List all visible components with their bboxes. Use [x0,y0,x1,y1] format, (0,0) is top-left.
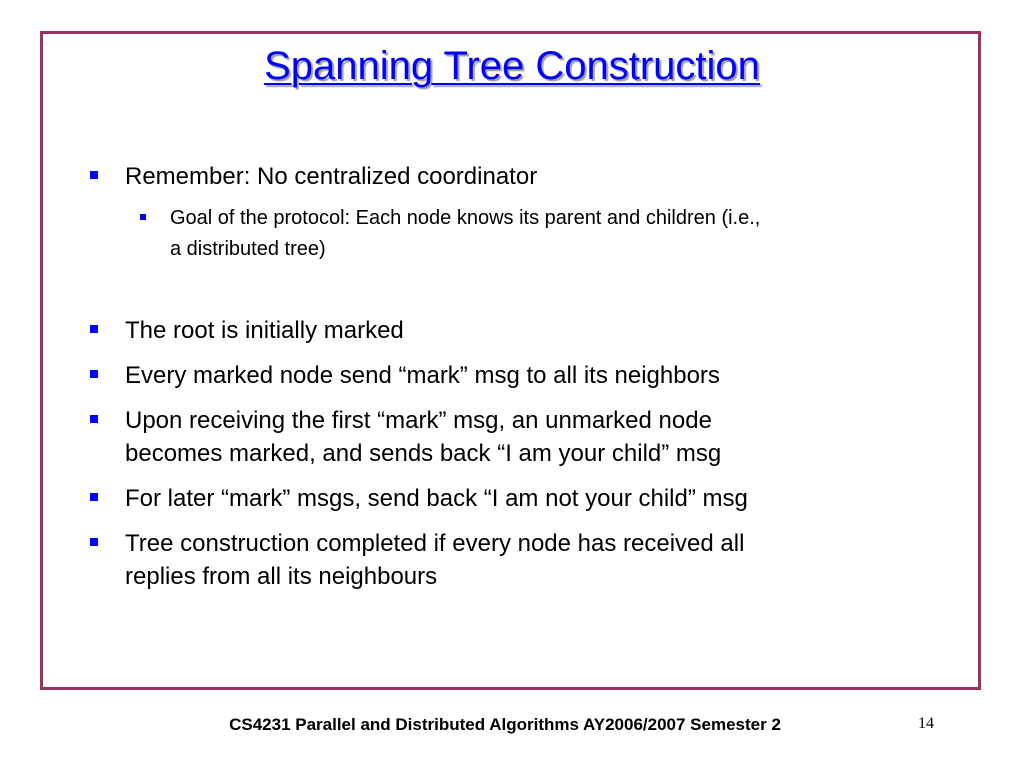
square-bullet-icon [140,214,146,220]
sub-bullet-text-line2: a distributed tree) [170,238,326,260]
bullet-text-line2: becomes marked, and sends back “I am your child” msg [125,440,722,467]
square-bullet-icon [90,415,98,423]
page-number: 14 [918,715,934,732]
square-bullet-icon [90,538,98,546]
slide-title: Spanning Tree Construction [264,44,760,88]
square-bullet-icon [90,493,98,501]
bullet-text-line2: replies from all its neighbours [125,563,438,590]
bullet-text-line1: Upon receiving the first “mark” msg, an unmarked node [125,407,712,434]
square-bullet-icon [90,370,98,378]
bullet-text-line1: Tree construction completed if every node has received all [125,530,745,557]
bullet-text: For later “mark” msgs, send back “I am not your child” msg [125,485,748,512]
bullet-text: Remember: No centralized coordinator [125,163,538,190]
bullet-text: Every marked node send “mark” msg to all its neighbors [125,362,720,389]
bullet-text: The root is initially marked [125,317,404,344]
sub-bullet-text-line1: Goal of the protocol: Each node knows its parent and children (i.e., [170,207,761,229]
square-bullet-icon [90,171,98,179]
footer-course-text: CS4231 Parallel and Distributed Algorithms AY2006/2007 Semester 2 [229,715,781,734]
square-bullet-icon [90,325,98,333]
